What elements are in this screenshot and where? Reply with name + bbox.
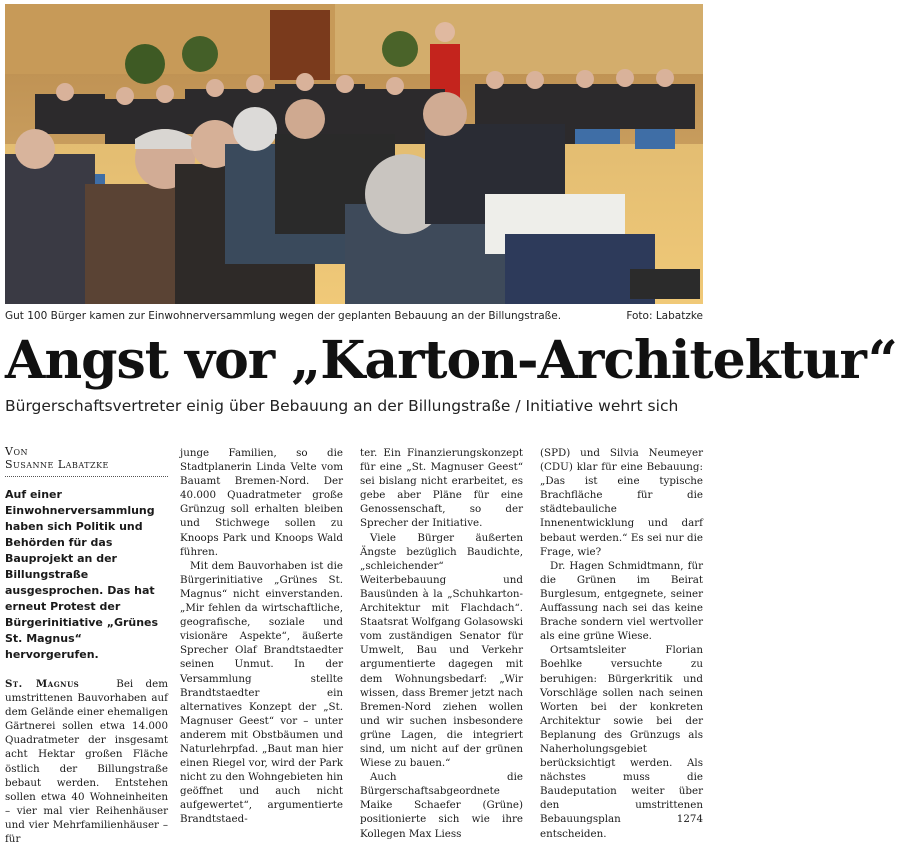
column-4-text-a: (SPD) und Silvia Neumeyer (CDU) klar für eine Bebauung: „Das ist eine typische Brachfläche für die städtebauliche Innenentwicklung und darf bebaut werden.“ Es sei nur die Frage, wie? [540,447,703,558]
article-column-4 [540,446,703,841]
paragraph-lead [5,677,168,846]
column-2-text-a: junge Familien, so die Stadtplanerin Linda Velte vom Bauamt Bremen-Nord. Der 40.000 Quadratmeter große Grünzug soll erhalten bleiben und Stichwege sollen zu Knoops Park und Knoops Wald führen. [180,447,343,558]
subheadline: Bürgerschaftsvertreter einig über Bebauung an der Billungstraße / Initiative wehrt sich [5,397,679,415]
column-3-text-b: Viele Bürger äußerten Ängste bezüglich Baudichte, „schleichender“ Weiterbebauung und Bausünden à la „Schuhkarton-Architektur mit Flachdach“. Staatsrat Wolfgang Golasowski vom zuständigen Senator für Umwelt, Bau und Verkehr argumentierte dagegen mit dem Wohnungsbedarf: „Wir wissen, dass Bremer jetzt nach Bremen-Nord ziehen wollen und wir suchen insbesondere grüne Lagen, die integriert sind, um nicht auf der grünen Wiese zu bauen.“ [360,531,523,770]
article-intro: Auf einer Einwohnerversammlung haben sich Politik und Behörden für das Bauprojekt an der Billungstraße ausgesprochen. Das hat erneut Protest der Bürgerinitiative „Grünes St. Magnus“ hervorgerufen. [5,488,159,661]
byline-author: Susanne Labatzke [5,458,168,477]
caption-text: Gut 100 Bürger kamen zur Einwohnerversammlung wegen der geplanten Bebauung an der Billungstraße. [5,310,562,322]
audience-photo-illustration [5,4,703,304]
photo-caption [5,310,703,322]
article-column-2 [180,446,343,827]
article-column-3 [360,446,523,841]
column-4-text-c: Ortsamtsleiter Florian Boehlke versuchte zu beruhigen: Bürgerkritik und Vorschläge sollen nach seinen Worten bei der konkreten Architektur sowie bei der Beplanung des Grünzugs als Naherholungsgebiet berücksichtigt werden. Als nächstes muss die Baudeputation weiter über den umstrittenen Bebauungsplan 1274 entscheiden. [540,644,703,840]
column-1-text: Bei dem umstrittenen Bauvorhaben auf dem Gelände einer ehemaligen Gärtnerei sollen etwa 14.000 Quadratmeter der insgesamt acht Hektar großen Fläche östlich der Billungstraße bebaut werden. Entstehen sollen etwa 40 Wohneinheiten – vier mal vier Reihenhäuser und vier Mehrfamilienhäuser – für [5,678,168,846]
dateline: St. Magnus [5,678,80,690]
column-2-text-b: Mit dem Bauvorhaben ist die Bürgerinitiative „Grünes St. Magnus“ nicht einverstanden. „Mir fehlen da wirtschaftliche, geografische, soziale und visionäre Aspekte“, äußerte Sprecher Olaf Brandtstaedter seinen Unmut. In der Versammlung stellte Brandtstaedter ein alternatives Konzept der „St. Magnuser Geest“ vor – unter anderem mit Obstbäumen und Naturlehrpfad. „Baut man hier einen Riegel vor, wird der Park nicht zu den Wohngebieten hin geöffnet und auch nicht aufgewertet“, argumentierte Brandtstaed- [180,559,343,826]
headline: Angst vor „Karton-Architektur“ [5,330,897,391]
article-photo [5,4,703,304]
column-3-text-a: ter. Ein Finanzierungskonzept für eine „St. Magnuser Geest“ sei bislang nicht erarbeitet, es gebe aber Pläne für eine Genossenschaft, so der Sprecher der Initiative. [360,447,523,530]
article-column-1 [5,446,168,846]
column-3-text-c: Auch die Bürgerschaftsabgeordnete Maike Schaefer (Grüne) positionierte sich wie ihre Kollegen Max Liess [360,771,523,840]
photo-credit: Foto: Labatzke [626,310,703,322]
byline-prefix: Von [5,445,29,458]
column-4-text-b: Dr. Hagen Schmidtmann, für die Grünen im Beirat Burglesum, entgegnete, seiner Auffassung nach sei das keine Brache sondern viel wertvoller als eine grüne Wiese. [540,559,703,643]
